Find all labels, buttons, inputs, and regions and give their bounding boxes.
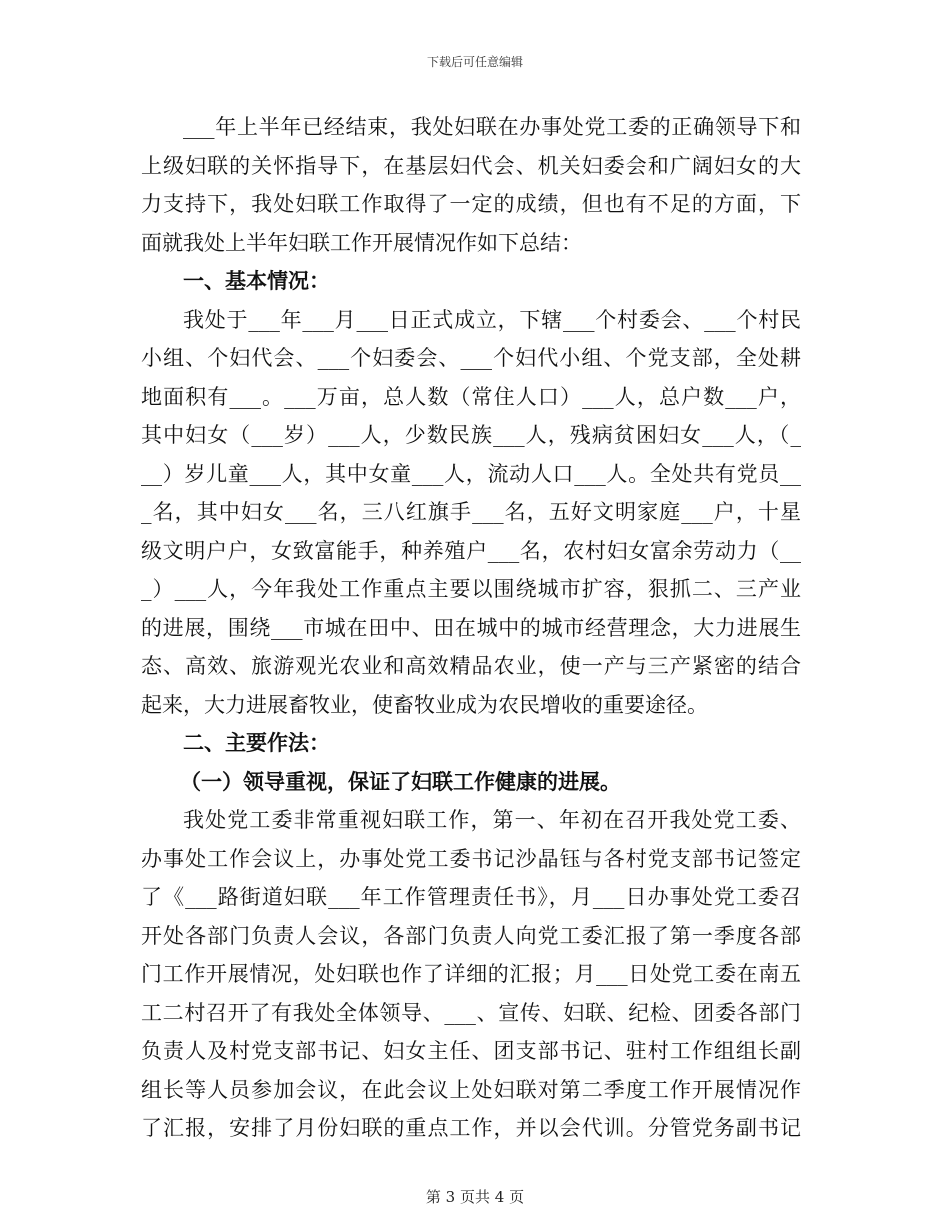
text-line: 我处党工委非常重视妇联工作，第一、年初在召开我处党工委、 bbox=[183, 808, 801, 832]
text-line: __）岁儿童___人，其中女童___人，流动人口___人。全处共有党员__ bbox=[141, 461, 801, 486]
text-line: 级文明户户，女致富能手，种养殖户___名，农村妇女富余劳动力（__ bbox=[141, 538, 801, 563]
text-line: 地面积有___。___万亩，总人数（常住人口）___人，总户数___户， bbox=[141, 384, 801, 409]
subsection-1-heading: （一）领导重视，保证了妇联工作健康的进展。 bbox=[180, 768, 621, 794]
text-line: ___年上半年已经结束，我处妇联在办事处党工委的正确领导下和 bbox=[183, 115, 801, 139]
text-line: 工二村召开了有我处全体领导、___、宣传、妇联、纪检、团委各部门 bbox=[141, 1000, 801, 1025]
basic-situation-paragraph bbox=[141, 301, 801, 725]
text-line: 小组、个妇代会、___个妇委会、___个妇代小组、个党支部，全处耕 bbox=[141, 346, 801, 370]
text-line: 态、高效、旅游观光农业和高效精品农业，使一产与三产紧密的结合 bbox=[141, 654, 801, 678]
text-line: 我处于___年___月___日正式成立，下辖___个村委会、___个村民 bbox=[183, 307, 801, 332]
text-line: 负责人及村党支部书记、妇女主任、团支部书记、驻村工作组组长副 bbox=[141, 1039, 801, 1063]
page-header: 下载后可任意编辑 bbox=[426, 55, 523, 69]
page-footer: 第 3 页共 4 页 bbox=[425, 1188, 525, 1206]
text-line: _）___人，今年我处工作重点主要以围绕城市扩容，狠抓二、三产业 bbox=[141, 577, 801, 601]
intro-paragraph bbox=[141, 108, 801, 262]
text-line: 了汇报，安排了月份妇联的重点工作，并以会代训。分管党务副书记 bbox=[141, 1116, 801, 1140]
text-line: 开处各部门负责人会议，各部门负责人向党工委汇报了第一季度各部 bbox=[141, 923, 801, 948]
text-line: 的进展，围绕___市城在田中、田在城中的城市经营理念，大力进展生 bbox=[141, 615, 801, 640]
text-line: 其中妇女（___岁）___人，少数民族___人，残病贫困妇女___人，（_ bbox=[141, 423, 801, 447]
text-line: 办事处工作会议上，办事处党工委书记沙晶钰与各村党支部书记签定 bbox=[141, 846, 801, 871]
text-line: 力支持下，我处妇联工作取得了一定的成绩，但也有不足的方面，下 bbox=[141, 192, 801, 216]
text-line: 上级妇联的关怀指导下，在基层妇代会、机关妇委会和广阔妇女的大 bbox=[141, 153, 801, 178]
document-body bbox=[141, 108, 801, 1148]
text-line: 组长等人员参加会议，在此会议上处妇联对第二季度工作开展情况作 bbox=[141, 1077, 801, 1102]
text-line: 了《___路街道妇联___年工作管理责任书》，月___日办事处党工委召 bbox=[141, 885, 801, 909]
text-line: 起来，大力进展畜牧业，使畜牧业成为农民增收的重要途径。 bbox=[141, 692, 708, 717]
section-1-heading: 一、基本情况： bbox=[183, 268, 330, 293]
section-2-heading: 二、主要作法： bbox=[183, 730, 330, 755]
text-line: 门工作开展情况，处妇联也作了详细的汇报；月___日处党工委在南五 bbox=[141, 962, 801, 986]
text-line: 面就我处上半年妇联工作开展情况作如下总结： bbox=[141, 230, 582, 255]
text-line: _名，其中妇女___名，三八红旗手___名，五好文明家庭___户，十星 bbox=[141, 500, 801, 524]
practice-paragraph bbox=[141, 801, 801, 1148]
